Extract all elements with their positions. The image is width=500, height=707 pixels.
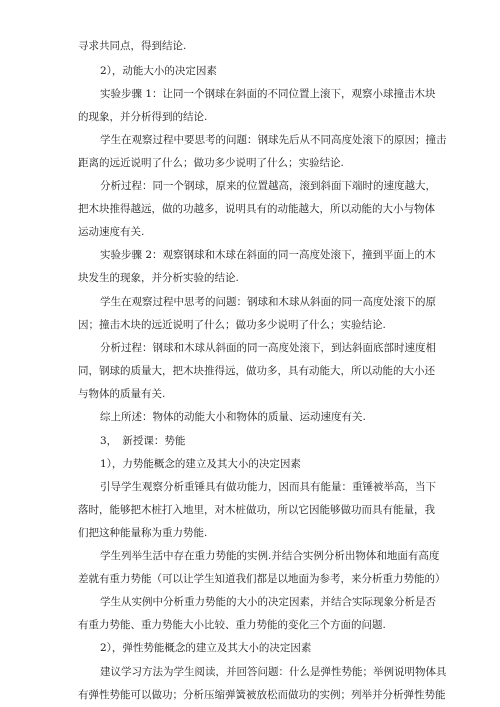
- text-line: 运动速度有关.: [78, 226, 145, 238]
- section-heading: 1），力势能概念的建立及其大小的决定因素: [100, 458, 301, 470]
- text-line: 距离的远近说明了什么；做功多少说明了什么；实验结论.: [78, 157, 344, 169]
- text-line: 与物体的质量有关.: [78, 388, 166, 400]
- text-line: 寻求共同点，得到结论.: [78, 40, 187, 52]
- section-heading: 3， 新授课：势能: [100, 435, 186, 447]
- text-line: 有重力势能、重力势能大小比较、重力势能的变化三个方面的问题.: [78, 619, 386, 631]
- text-line: 的现象，并分析得到的结论.: [78, 111, 208, 123]
- section-heading: 2），动能大小的决定因素: [100, 65, 217, 77]
- text-line: 实验步骤 2：观察钢球和木球在斜面的同一高度处滚下，撞到平面上的木: [100, 249, 436, 261]
- text-line: 同，钢球的质量大，把木块推得远，做功多，具有动能大，所以动能的大小还: [78, 365, 435, 377]
- text-line: 建议学习方法为学生阅读，并回答问题：什么是弹性势能；举例说明物体具: [100, 666, 447, 678]
- text-line: 把木块推得越远，做的功越多，说明具有的动能越大，所以动能的大小与物体: [78, 203, 435, 215]
- text-line: 因；撞击木块的远近说明了什么；做功多少说明了什么；实验结论.: [78, 319, 386, 331]
- text-line: 学生从实例中分析重力势能的大小的决定因素，并结合实际现象分析是否: [100, 596, 436, 608]
- text-line: 落时，能够把木桩打入地里，对木桩做功，所以它因能够做功而具有能量，我: [78, 504, 435, 516]
- text-line: 分析过程：钢球和木球从斜面的同一高度处滚下，到达斜面底部时速度相: [100, 342, 436, 354]
- text-line: 分析过程：同一个钢球，原来的位置越高，滚到斜面下端时的速度越大，: [100, 180, 436, 192]
- text-line: 综上所述：物体的动能大小和物体的质量、运动速度有关.: [100, 411, 366, 423]
- text-line: 有弹性势能可以做功；分析压缩弹簧被放松而做功的实例；列举并分析弹性势能: [78, 689, 446, 701]
- text-line: 学生在观察过程中思考的问题：钢球和木球从斜面的同一高度处滚下的原: [100, 296, 436, 308]
- text-line: 块发生的现象，并分析实验的结论.: [78, 272, 239, 284]
- section-heading: 2），弹性势能概念的建立及其大小的决定因素: [100, 642, 312, 654]
- text-line: 引导学生观察分析重锤具有做功能力，因而具有能量：重锤被举高，当下: [100, 481, 436, 493]
- text-line: 实验步骤 1：让同一个钢球在斜面的不同位置上滚下，观察小球撞击木块: [100, 88, 436, 100]
- text-line: 们把这种能量称为重力势能.: [78, 527, 208, 539]
- text-line: 学生在观察过程中要思考的问题：钢球先后从不同高度处滚下的原因；撞击: [100, 134, 447, 146]
- text-line: 差就有重力势能（可以让学生知道我们都是以地面为参考，来分析重力势能的）: [78, 573, 446, 585]
- text-line: 学生列举生活中存在重力势能的实例.并结合实例分析出物体和地面有高度: [100, 550, 440, 562]
